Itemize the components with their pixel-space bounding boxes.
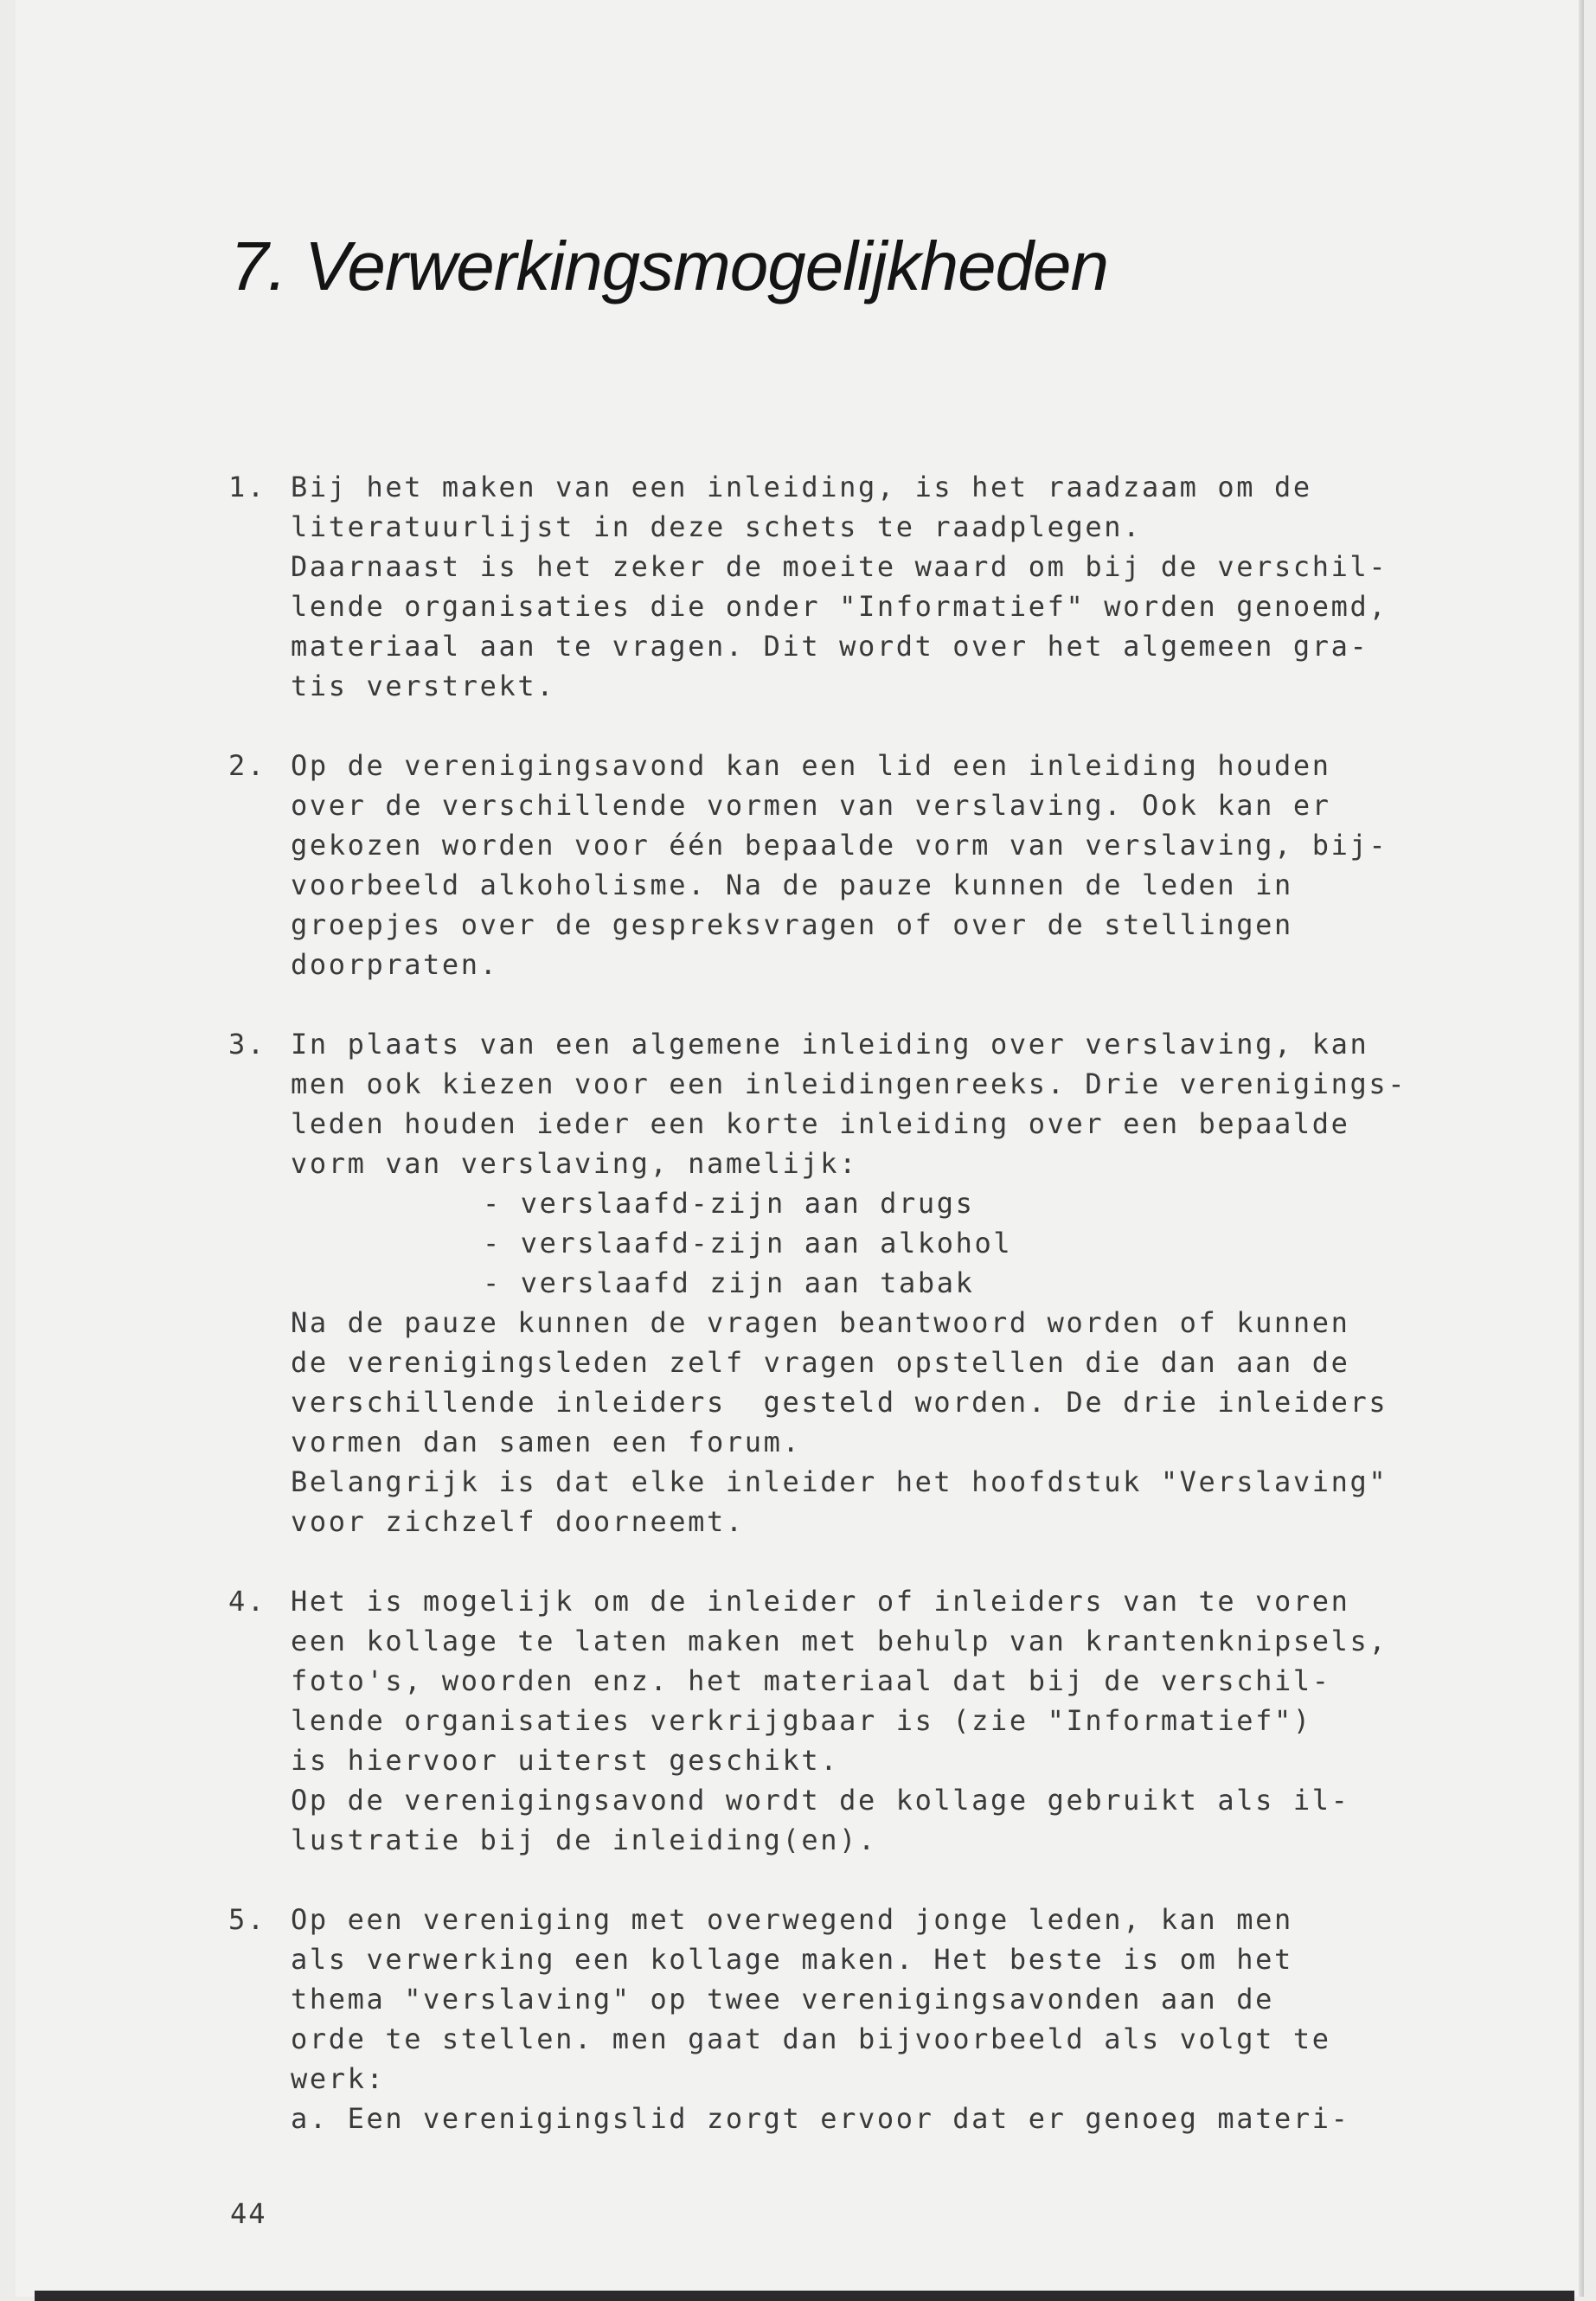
item-number: 2.	[228, 749, 266, 782]
text-line: is hiervoor uiterst geschikt.	[291, 1744, 840, 1777]
text-line: Op de verenigingsavond wordt de kollage gebruikt als il-	[291, 1784, 1350, 1817]
text-line: vorm van verslaving, namelijk:	[291, 1147, 858, 1180]
list-item	[228, 467, 1483, 706]
item-number: 3.	[228, 1028, 266, 1061]
list-item	[228, 746, 1483, 984]
text-line: Op een vereniging met overwegend jonge leden, kan men	[291, 1903, 1293, 1936]
text-line: foto's, woorden enz. het materiaal dat bij de verschil-	[291, 1664, 1331, 1697]
text-line: voor zichzelf doorneemt.	[291, 1505, 745, 1538]
text-line: vormen dan samen een forum.	[291, 1426, 802, 1458]
text-line: a. Een verenigingslid zorgt ervoor dat er genoeg materi-	[291, 2102, 1350, 2135]
text-line: een kollage te laten maken met behulp van krantenknipsels,	[291, 1625, 1388, 1657]
text-line: groepjes over de gespreksvragen of over de stellingen	[291, 908, 1293, 941]
text-line: orde te stellen. men gaat dan bijvoorbeeld als volgt te	[291, 2022, 1331, 2055]
text-line: doorpraten.	[291, 948, 499, 981]
text-line: over de verschillende vormen van verslaving. Ook kan er	[291, 789, 1331, 822]
text-line: Op de verenigingsavond kan een lid een inleiding houden	[291, 749, 1331, 782]
item-number: 1.	[228, 471, 266, 503]
sublist-item: - verslaafd-zijn aan alkohol	[483, 1227, 1013, 1259]
scan-border	[35, 2291, 1574, 2301]
text-line: tis verstrekt.	[291, 670, 556, 702]
text-line: als verwerking een kollage maken. Het beste is om het	[291, 1943, 1293, 1976]
sublist-item: - verslaafd-zijn aan drugs	[483, 1187, 975, 1220]
text-line: Bij het maken van een inleiding, is het raadzaam om de	[291, 471, 1312, 503]
text-line: leden houden ieder een korte inleiding over een bepaalde	[291, 1107, 1350, 1140]
text-line: voorbeeld alkoholisme. Na de pauze kunnen de leden in	[291, 868, 1293, 901]
text-line: lustratie bij de inleiding(en).	[291, 1823, 877, 1856]
text-line: Na de pauze kunnen de vragen beantwoord worden of kunnen	[291, 1306, 1350, 1339]
chapter-body	[228, 467, 1483, 2178]
text-line: men ook kiezen voor een inleidingenreeks. Drie verenigings-	[291, 1067, 1407, 1100]
text-line: materiaal aan te vragen. Dit wordt over het algemeen gra-	[291, 630, 1369, 663]
list-item	[228, 1024, 1483, 1541]
text-line: lende organisaties verkrijgbaar is (zie "Informatief")	[291, 1704, 1312, 1737]
text-line: de verenigingsleden zelf vragen opstellen die dan aan de	[291, 1346, 1350, 1379]
list-item	[228, 1900, 1483, 2138]
chapter-title: 7. Verwerkingsmogelijkheden	[230, 228, 1109, 304]
text-line: Belangrijk is dat elke inleider het hoofdstuk "Verslaving"	[291, 1465, 1388, 1498]
item-number: 5.	[228, 1903, 266, 1936]
text-line: thema "verslaving" op twee verenigingsavonden aan de	[291, 1983, 1275, 2016]
text-line: In plaats van een algemene inleiding over verslaving, kan	[291, 1028, 1369, 1061]
page-number: 44	[230, 2197, 267, 2230]
text-line: literatuurlijst in deze schets te raadplegen.	[291, 510, 1142, 543]
text-line: Daarnaast is het zeker de moeite waard om bij de verschil-	[291, 550, 1388, 583]
item-number: 4.	[228, 1585, 266, 1618]
text-line: verschillende inleiders gesteld worden. De drie inleiders	[291, 1386, 1388, 1419]
page-edge	[1579, 0, 1584, 2297]
sublist-item: - verslaafd zijn aan tabak	[483, 1266, 975, 1299]
text-line: gekozen worden voor één bepaalde vorm van verslaving, bij-	[291, 829, 1388, 862]
text-line: lende organisaties die onder "Informatief" worden genoemd,	[291, 590, 1388, 623]
text-line: Het is mogelijk om de inleider of inleiders van te voren	[291, 1585, 1350, 1618]
text-line: werk:	[291, 2062, 386, 2095]
list-item	[228, 1581, 1483, 1860]
